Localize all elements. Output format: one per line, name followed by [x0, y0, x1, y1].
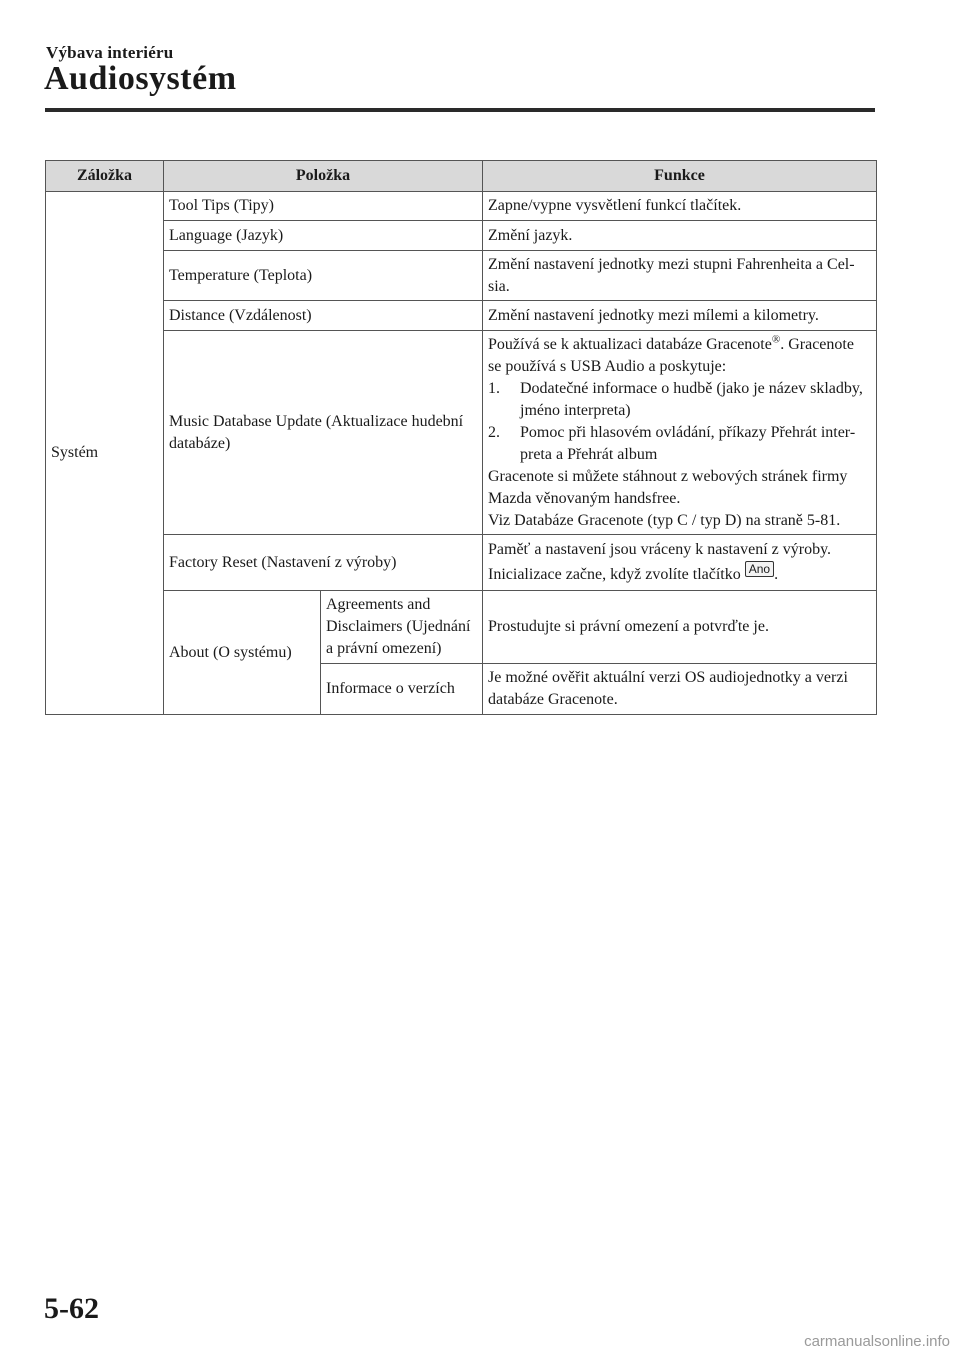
function-cell — [483, 331, 877, 535]
ano-button: Ano — [745, 561, 774, 577]
item-cell: Distance (Vzdálenost) — [164, 301, 483, 331]
item-cell: Music Database Update (Aktualizace hudební databáze) — [164, 331, 483, 535]
table-row — [46, 221, 877, 251]
function-cell: Změní nastavení jednotky mezi stupni Fahrenheita a Cel-sia. — [483, 251, 877, 301]
header-tab: Záložka — [46, 161, 164, 192]
subitem-cell: Agreements and Disclaimers (Ujednání a právní omezení) — [321, 591, 483, 664]
list-item — [488, 378, 871, 422]
music-db-outro: Gracenote si můžete stáhnout z webových stránek firmy Mazda věnovaným handsfree. — [488, 467, 848, 507]
title-rule — [45, 108, 875, 112]
section-label: Výbava interiéru — [46, 43, 174, 62]
factory-reset-line2 — [488, 561, 871, 586]
table-row — [46, 331, 877, 535]
page-title: Audiosystém — [44, 60, 237, 97]
item-cell-about: About (O systému) — [164, 591, 321, 715]
music-db-list — [488, 378, 871, 466]
list-number: 1. — [488, 379, 500, 397]
music-db-intro — [488, 334, 871, 378]
table-row — [46, 301, 877, 331]
music-db-reference: Viz Databáze Gracenote (typ C / typ D) na straně 5-81. — [488, 511, 841, 529]
table-row — [46, 535, 877, 591]
settings-table — [45, 160, 877, 715]
factory-reset-line1: Paměť a nastavení jsou vráceny k nastavení z výroby. — [488, 541, 832, 558]
function-cell: Změní jazyk. — [483, 221, 877, 251]
registered-mark: ® — [771, 333, 781, 346]
list-item — [488, 422, 871, 466]
factory-reset-end: . — [774, 566, 779, 583]
function-cell: Změní nastavení jednotky mezi mílemi a kilometry. — [483, 301, 877, 331]
table-header-row — [46, 161, 877, 192]
music-db-intro-a: Používá se k aktualizaci databáze Gracenote — [488, 335, 772, 353]
table-row — [46, 251, 877, 301]
list-text: Dodatečné informace o hudbě (jako je název skladby, jméno interpreta) — [520, 379, 863, 419]
watermark: carmanualsonline.info — [804, 1333, 950, 1350]
list-text: Pomoc při hlasovém ovládání, příkazy Přehrát inter-preta a Přehrát album — [520, 423, 856, 463]
item-cell: Tool Tips (Tipy) — [164, 192, 483, 221]
table-row — [46, 591, 877, 664]
factory-reset-text: Inicializace začne, když zvolíte tlačítko — [488, 566, 741, 583]
header-item: Položka — [164, 161, 483, 192]
tab-cell-system: Systém — [46, 192, 164, 715]
item-cell: Language (Jazyk) — [164, 221, 483, 251]
item-cell: Factory Reset (Nastavení z výroby) — [164, 535, 483, 591]
table-row — [46, 192, 877, 221]
subitem-cell: Informace o verzích — [321, 664, 483, 715]
header-function: Funkce — [483, 161, 877, 192]
function-cell: Je možné ověřit aktuální verzi OS audiojednotky a verzi databáze Gracenote. — [483, 664, 877, 715]
function-cell: Prostudujte si právní omezení a potvrďte je. — [483, 591, 877, 664]
function-cell: Zapne/vypne vysvětlení funkcí tlačítek. — [483, 192, 877, 221]
list-number: 2. — [488, 423, 500, 441]
page-number: 5-62 — [44, 1292, 99, 1325]
music-db-intro-b: . Gracenote se používá s USB Audio a poskytuje: — [488, 335, 854, 375]
item-cell: Temperature (Teplota) — [164, 251, 483, 301]
function-cell — [483, 535, 877, 591]
